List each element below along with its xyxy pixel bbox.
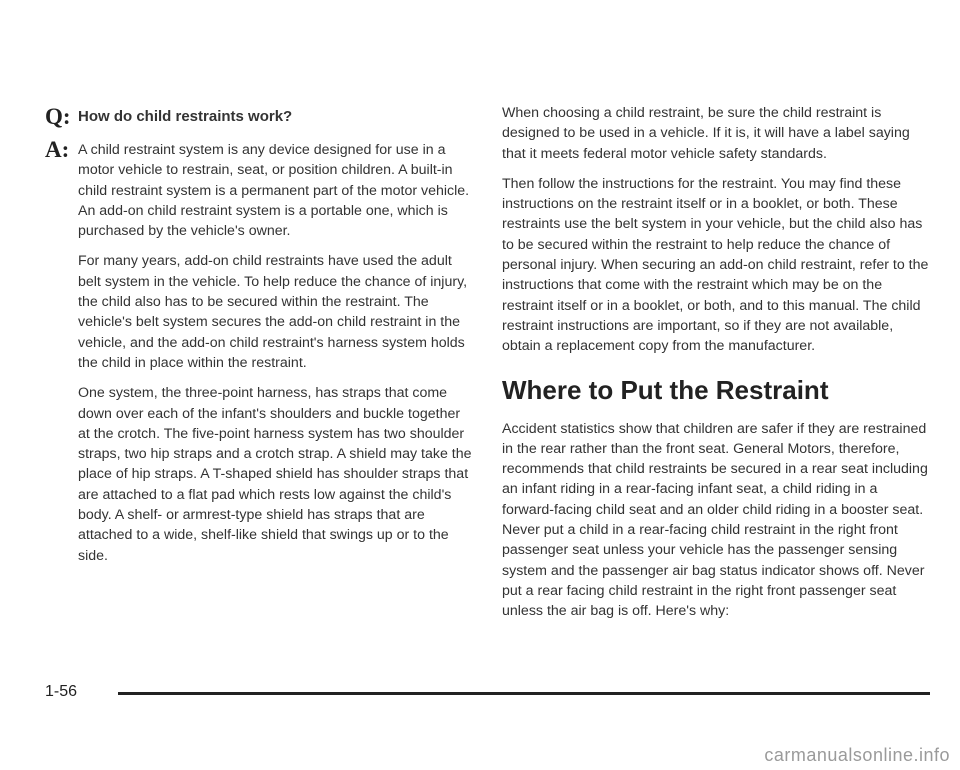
page-number: 1-56	[45, 683, 78, 700]
right-column	[502, 103, 930, 632]
question-mark: Q:	[45, 104, 71, 129]
question-text: How do child restraints work?	[78, 108, 293, 125]
answer-mark: A:	[45, 137, 70, 162]
answer-text: A child restraint system is any device designed for use in a motor vehicle to restrain, seat, or position children. A built-in child restraint system is a permanent part of the motor vehicle. An add-on child restraint system is a portable one, which is purchased by the vehicle's owner.	[78, 142, 470, 240]
left-body	[45, 251, 475, 565]
paragraph-follow-instructions: Then follow the instructions for the restraint. You may find these instructions on the restraint itself or in a booklet, or both. These restraints use the belt system in your vehicle, but the child also has to be secured within the restraint to help reduce the chance of personal injury. When securing an add-on child restraint, refer to the instructions that come with the restraint which may be on the restraint itself or in a booklet, or both, and to this manual. The child restraint instructions are important, so if they are not available, obtain a replacement copy from the manufacturer.	[502, 175, 929, 355]
paragraph-belt-system: For many years, add-on child restraints have used the adult belt system in the vehicle. To help reduce the chance of injury, the child also has to be secured within the restraint. The vehicle's belt system secures the add-on child restraint in the vehicle, and the add-on child restraint's harness system holds the child in place within the restraint.	[78, 253, 468, 371]
question-block	[45, 104, 475, 129]
paragraph-harness-types: One system, the three-point harness, has straps that come down over each of the infant's shoulders and buckle together at the crotch. The five-point harness system has two shoulder straps, two hip straps and a crotch strap. A shield may take the place of hip straps. A T-shaped shield has shoulder straps that are attached to a flat pad which rests low against the child's body. A shelf- or armrest-type shield has straps that are attached to a wide, shelf-like shield that swings up or to the side.	[78, 385, 472, 564]
left-column	[45, 104, 475, 576]
section-heading: Where to Put the Restraint	[502, 374, 829, 405]
footer-divider	[118, 692, 930, 695]
paragraph-accident-statistics: Accident statistics show that children are safer if they are restrained in the rear rather than the front seat. General Motors, therefore, recommends that child restraints be secured in a rear seat including an infant riding in a rear-facing infant seat, a child riding in a forward-facing child seat and an older child riding in a booster seat. Never put a child in a rear-facing child restraint in the right front passenger seat unless your vehicle has the passenger sensing system and the passenger air bag status indicator shows off. Never put a rear facing child restraint in the right front passenger seat unless the air bag is off. Here's why:	[502, 420, 928, 620]
answer-block	[45, 137, 475, 241]
paragraph-choosing-restraint: When choosing a child restraint, be sure the child restraint is designed to be used in a vehicle. If it is, it will have a label saying that it meets federal motor vehicle safety standards.	[502, 105, 910, 162]
watermark: carmanualsonline.info	[764, 745, 950, 765]
